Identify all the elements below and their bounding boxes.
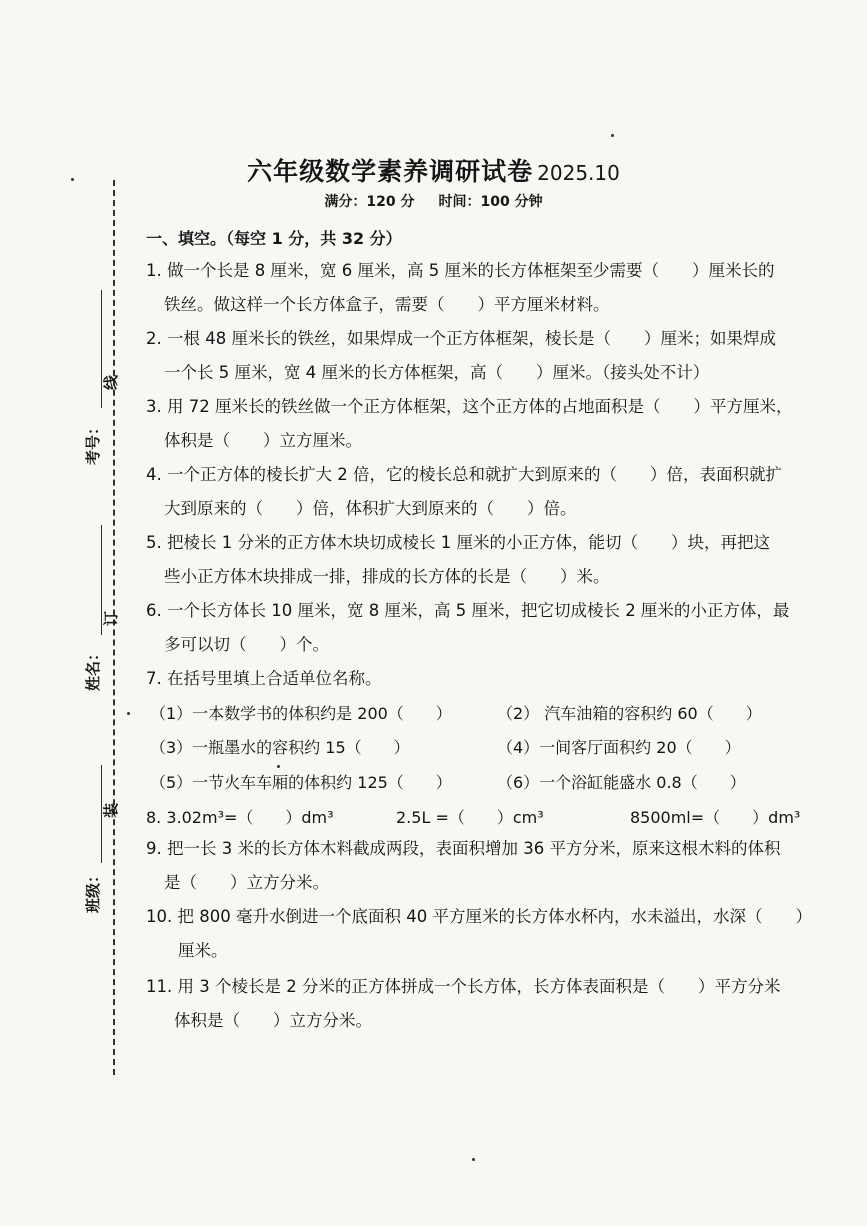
title-text: 六年级数学素养调研试卷 <box>247 157 534 186</box>
question-11-line-2: 体积是（ ）立方分米。 <box>174 1011 372 1030</box>
question-10-line-1: 10. 把 800 毫升水倒进一个底面积 40 平方厘米的长方体水杯内，水未溢出，水深（ ） <box>146 907 812 926</box>
scan-speck <box>277 765 280 768</box>
exam-number-blank <box>101 290 102 408</box>
question-8-part-1: 8. 3.02m³=（ ）dm³ <box>146 808 334 827</box>
question-7-item-5: （5）一节火车车厢的体积约 125（ ） <box>150 773 452 792</box>
question-1-line-1: 1. 做一个长是 8 厘米，宽 6 厘米，高 5 厘米的长方体框架至少需要（ ）厘米长的 <box>146 261 775 280</box>
question-1-line-2: 铁丝。做这样一个长方体盒子，需要（ ）平方厘米材料。 <box>164 295 610 314</box>
question-5-line-1: 5. 把棱长 1 分米的正方体木块切成棱长 1 厘米的小正方体，能切（ ）块，再把这 <box>146 533 770 552</box>
question-10-line-2: 厘米。 <box>178 941 228 960</box>
exam-time: 时间：100 分钟 <box>438 194 543 210</box>
scan-speck <box>611 134 614 137</box>
class-label: 班级： <box>84 867 103 914</box>
question-3-line-1: 3. 用 72 厘米长的铁丝做一个正方体框架，这个正方体的占地面积是（ ）平方厘米， <box>146 397 793 416</box>
question-2-line-1: 2. 一根 48 厘米长的铁丝，如果焊成一个正方体框架，棱长是（ ）厘米；如果焊成 <box>146 329 776 348</box>
question-9-line-1: 9. 把一长 3 米的长方体木料截成两段，表面积增加 36 平方分米，原来这根木料的体积 <box>146 839 781 858</box>
question-7-item-6: （6）一个浴缸能盛水 0.8（ ） <box>497 773 746 792</box>
question-6-line-1: 6. 一个长方体长 10 厘米，宽 8 厘米，高 5 厘米，把它切成棱长 2 厘米的小正方体，最 <box>146 601 790 620</box>
binding-dashed-line <box>113 180 115 1075</box>
question-9-line-2: 是（ ）立方分米。 <box>164 873 329 892</box>
exam-title <box>0 152 867 188</box>
binding-mark-ding: 订 <box>102 610 121 627</box>
question-3-line-2: 体积是（ ）立方厘米。 <box>164 431 362 450</box>
question-8-part-2: 2.5L =（ ）cm³ <box>396 808 544 827</box>
scan-speck <box>472 1158 475 1161</box>
question-4-line-1: 4. 一个正方体的棱长扩大 2 倍，它的棱长总和就扩大到原来的（ ）倍，表面积就扩 <box>146 465 782 484</box>
question-4-line-2: 大到原来的（ ）倍，体积扩大到原来的（ ）倍。 <box>164 499 577 518</box>
exam-number-label: 考号： <box>84 419 103 466</box>
name-label: 姓名： <box>84 645 103 692</box>
scan-speck <box>127 712 130 715</box>
question-8-part-3: 8500ml=（ ）dm³ <box>630 808 801 827</box>
title-year: 2025.10 <box>537 161 620 185</box>
question-7-item-3: （3）一瓶墨水的容积约 15（ ） <box>150 738 410 757</box>
question-7-item-4: （4）一间客厅面积约 20（ ） <box>497 738 741 757</box>
question-7-item-1: （1）一本数学书的体积约是 200（ ） <box>150 704 452 723</box>
question-7-item-2: （2） 汽车油箱的容积约 60（ ） <box>497 704 762 723</box>
question-6-line-2: 多可以切（ ）个。 <box>164 635 329 654</box>
section-heading: 一、填空。（每空 1 分，共 32 分） <box>146 229 402 248</box>
question-2-line-2: 一个长 5 厘米，宽 4 厘米的长方体框架，高（ ）厘米。（接头处不计） <box>164 363 710 382</box>
question-7-prompt: 7. 在括号里填上合适单位名称。 <box>146 669 382 688</box>
question-11-line-1: 11. 用 3 个棱长是 2 分米的正方体拼成一个长方体，长方体表面积是（ ）平方分米 <box>146 977 781 996</box>
binding-mark-line: 线 <box>102 374 121 391</box>
exam-info <box>0 191 867 211</box>
full-score: 满分：120 分 <box>324 194 415 210</box>
binding-mark-zhuang: 装 <box>102 802 121 819</box>
question-5-line-2: 些小正方体木块排成一排，排成的长方体的长是（ ）米。 <box>164 567 610 586</box>
